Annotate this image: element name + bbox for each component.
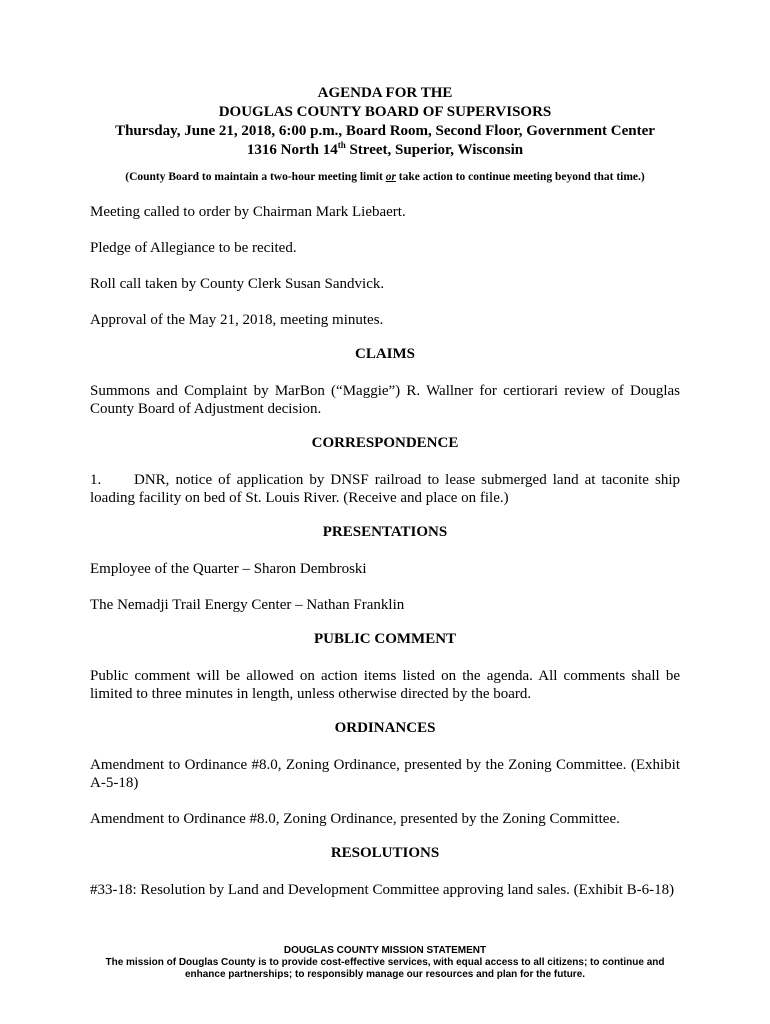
correspondence-item	[90, 471, 680, 507]
notice-text-start: (County Board to maintain a two-hour meeting limit	[125, 171, 386, 183]
title-line-4	[0, 141, 770, 160]
ordinances-heading: ORDINANCES	[334, 720, 436, 736]
mission-statement-line-1: The mission of Douglas County is to provide cost-effective services, with equal access to all citizens; to continue and	[105, 957, 665, 968]
approval-of-minutes: Approval of the May 21, 2018, meeting minutes.	[90, 312, 384, 328]
notice-text-end: take action to continue meeting beyond that time.)	[395, 171, 645, 183]
presentation-item-1: Employee of the Quarter – Sharon Dembroski	[90, 561, 367, 577]
call-to-order: Meeting called to order by Chairman Mark Liebaert.	[90, 204, 406, 220]
address-number: 1316 North 14	[246, 142, 338, 158]
title-line-1: AGENDA FOR THE	[317, 85, 453, 101]
mission-statement-footer	[0, 945, 770, 981]
public-comment-text: Public comment will be allowed on action items listed on the agenda. All comments shall be limited to three minutes in length, unless otherwise directed by the board.	[90, 668, 680, 702]
title-line-2: DOUGLAS COUNTY BOARD OF SUPERVISORS	[218, 104, 552, 120]
public-comment-heading: PUBLIC COMMENT	[313, 631, 457, 647]
notice-or-emphasis: or	[385, 171, 396, 183]
address-ordinal-suffix: th	[337, 140, 346, 150]
pledge-of-allegiance: Pledge of Allegiance to be recited.	[90, 240, 297, 256]
correspondence-item-text: DNR, notice of application by DNSF railroad to lease submerged land at taconite ship loading facility on bed of St. Louis River. (Receive and place on file.)	[90, 472, 680, 506]
correspondence-item-number: 1.	[90, 472, 102, 488]
ordinance-item-2: Amendment to Ordinance #8.0, Zoning Ordinance, presented by the Zoning Committee.	[90, 811, 620, 827]
roll-call: Roll call taken by County Clerk Susan Sandvick.	[90, 276, 385, 292]
claims-item: Summons and Complaint by MarBon (“Maggie”) R. Wallner for certiorari review of Douglas County Board of Adjustment decision.	[90, 383, 680, 417]
meeting-limit-notice	[0, 171, 770, 183]
presentations-heading: PRESENTATIONS	[322, 524, 448, 540]
agenda-title-block	[0, 84, 770, 160]
resolutions-heading: RESOLUTIONS	[330, 845, 440, 861]
mission-statement-title: DOUGLAS COUNTY MISSION STATEMENT	[283, 945, 487, 956]
mission-statement-line-2: enhance partnerships; to responsibly manage our resources and plan for the future.	[184, 969, 586, 980]
presentation-item-2: The Nemadji Trail Energy Center – Nathan Franklin	[90, 597, 405, 613]
title-line-3: Thursday, June 21, 2018, 6:00 p.m., Board Room, Second Floor, Government Center	[115, 123, 655, 139]
ordinance-item-1: Amendment to Ordinance #8.0, Zoning Ordinance, presented by the Zoning Committee. (Exhibit A-5-18)	[90, 757, 680, 791]
address-rest: Street, Superior, Wisconsin	[345, 142, 524, 158]
claims-heading: CLAIMS	[354, 346, 415, 362]
resolution-item-1: #33-18: Resolution by Land and Development Committee approving land sales. (Exhibit B-6-18)	[90, 882, 675, 898]
correspondence-heading: CORRESPONDENCE	[311, 435, 459, 451]
